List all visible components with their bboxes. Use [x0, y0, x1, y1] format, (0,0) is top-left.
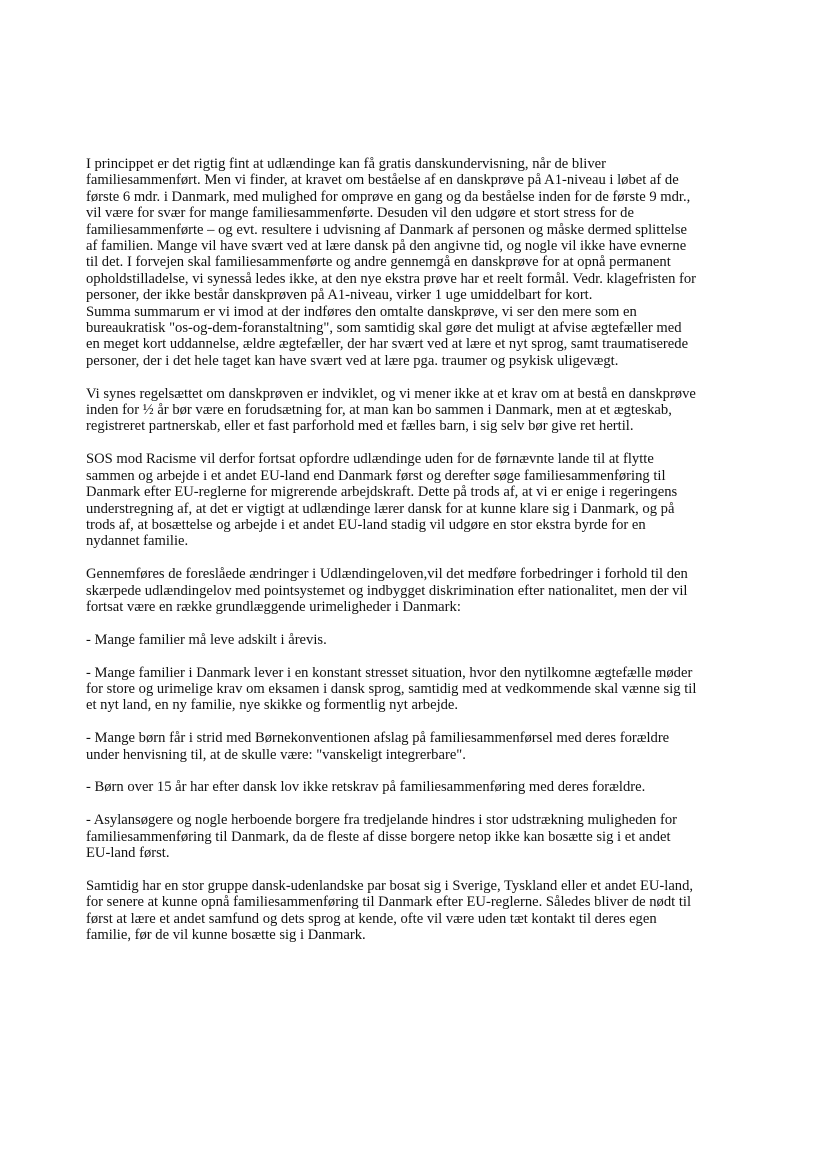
text-line: understregning af, at det er vigtigt at udlændinge lærer dansk for at kunne klare sig i Danmark, og på — [86, 500, 675, 517]
text-line: I princippet er det rigtig fint at udlændinge kan få gratis danskundervisning, når de bliver — [86, 156, 606, 172]
text-line: Samtidig har en stor gruppe dansk-udenlandske par bosat sig i Sverige, Tyskland eller et andet EU-land, — [86, 877, 694, 894]
text-line: familiesammenføring til Danmark, da de fleste af disse borgere netop ikke kan bosætte sig i et andet — [86, 828, 671, 845]
text-line: for senere at kunne opnå familiesammenføring til Danmark efter EU-reglerne. Således bliver de nødt til — [86, 894, 692, 911]
paragraph — [86, 878, 746, 944]
paragraph — [86, 779, 746, 795]
text-line: SOS mod Racisme vil derfor fortsat opfordre udlændinge uden for de førnævnte lande til at flytte — [86, 451, 654, 468]
text-line: under henvisning til, at de skulle være: "vanskeligt integrerbare". — [86, 746, 466, 763]
text-line: fortsat være en række grundlæggende urimeligheder i Danmark: — [86, 598, 461, 615]
text-line: skærpede udlændingelov med pointsystemet og indbygget diskrimination efter nationalitet, men der vil — [86, 582, 688, 599]
text-line: familiesammenførte – og evt. resultere i udvisning af Danmark af personen og måske dermed splittelse — [86, 221, 687, 238]
text-line: Gennemføres de foreslåede ændringer i Udlændingeloven,vil det medføre forbedringer i forhold til den — [86, 566, 688, 583]
text-line: - Asylansøgere og nogle herboende borgere fra tredjelande hindres i stor udstrækning muligheden for — [86, 812, 678, 829]
paragraph — [86, 665, 746, 714]
text-line: for store og urimelige krav om eksamen i dansk sprog, samtidig med at vedkommende skal vænne sig til — [86, 680, 697, 697]
paragraph — [86, 632, 746, 648]
paragraph — [86, 156, 746, 369]
text-line: familiesammenført. Men vi finder, at kravet om beståelse af en danskprøve på A1-niveau i løbet af de — [86, 172, 679, 189]
text-line: Danmark efter EU-reglerne for migrerende arbejdskraft. Dette på trods af, at vi er enige i regeringens — [86, 484, 678, 501]
text-line: - Mange familier må leve adskilt i årevis. — [86, 631, 327, 648]
paragraph — [86, 451, 746, 549]
text-line: inden for ½ år bør være en forudsætning for, at man kan bo sammen i Danmark, men at et ægteskab, — [86, 402, 672, 419]
text-line: bureaukratisk "os-og-dem-foranstaltning", som samtidig skal gøre det muligt at afvise ægtefæller med — [86, 320, 682, 337]
text-line: EU-land først. — [86, 844, 170, 861]
text-line: personer, der i det hele taget kan have svært ved at lære pga. traumer og psykisk uligevægt. — [86, 352, 619, 369]
text-line: trods af, at bosættelse og arbejde i et andet EU-land stadig vil udgøre en stor ekstra byrde for en — [86, 516, 646, 533]
paragraph — [86, 730, 746, 763]
paragraph — [86, 566, 746, 615]
document-body — [86, 156, 746, 960]
text-line: første 6 mdr. i Danmark, med mulighed for omprøve en gang og da beståelse inden for de første 9 mdr., — [86, 188, 691, 205]
paragraph — [86, 812, 746, 861]
paragraph — [86, 386, 746, 435]
text-line: personer, der ikke består danskprøven på A1-niveau, virker 1 uge umiddelbart for kort. — [86, 287, 593, 304]
text-line: et nyt land, en ny familie, nye skikke og formentlig nyt arbejde. — [86, 697, 459, 714]
text-line: sammen og arbejde i et andet EU-land end Danmark først og derefter søge familiesammenføring til — [86, 467, 666, 484]
text-line: til det. I forvejen skal familiesammenførte og andre gennemgå en danskprøve for at opnå permanent — [86, 254, 671, 271]
text-line: - Mange familier i Danmark lever i en konstant stresset situation, hvor den nytilkomne ægtefælle møder — [86, 664, 693, 681]
text-line: opholdstilladelse, vi synesså ledes ikke, at den nye ekstra prøve har et reelt formål. Vedr. klagefristen for — [86, 270, 697, 287]
text-line: - Mange børn får i strid med Børnekonventionen afslag på familiesammenførsel med deres forældre — [86, 730, 670, 747]
text-line: Vi synes regelsættet om danskprøven er indviklet, og vi mener ikke at et krav om at bestå en danskprøve — [86, 385, 696, 402]
text-line: af familien. Mange vil have svært ved at lære dansk på den angivne tid, og nogle vil ikke have evnerne — [86, 238, 687, 255]
text-line: en meget kort uddannelse, ældre ægtefæller, der har svært ved at lære et nyt sprog, samt traumatiserede — [86, 336, 689, 353]
text-line: familie, før de vil kunne bosætte sig i Danmark. — [86, 926, 366, 943]
text-line: vil være for svær for mange familiesammenførte. Desuden vil den udgøre et stort stress for de — [86, 205, 634, 222]
text-line: Summa summarum er vi imod at der indføres den omtalte danskprøve, vi ser den mere som en — [86, 303, 637, 320]
text-line: først at lære et andet samfund og dets sprog at kende, ofte vil være uden tæt kontakt til deres egen — [86, 910, 657, 927]
text-line: - Børn over 15 år har efter dansk lov ikke retskrav på familiesammenføring med deres forældre. — [86, 779, 646, 796]
text-line: nydannet familie. — [86, 533, 189, 550]
text-line: registreret partnerskab, eller et fast parforhold med et fælles barn, i sig selv bør give ret hertil. — [86, 418, 634, 435]
